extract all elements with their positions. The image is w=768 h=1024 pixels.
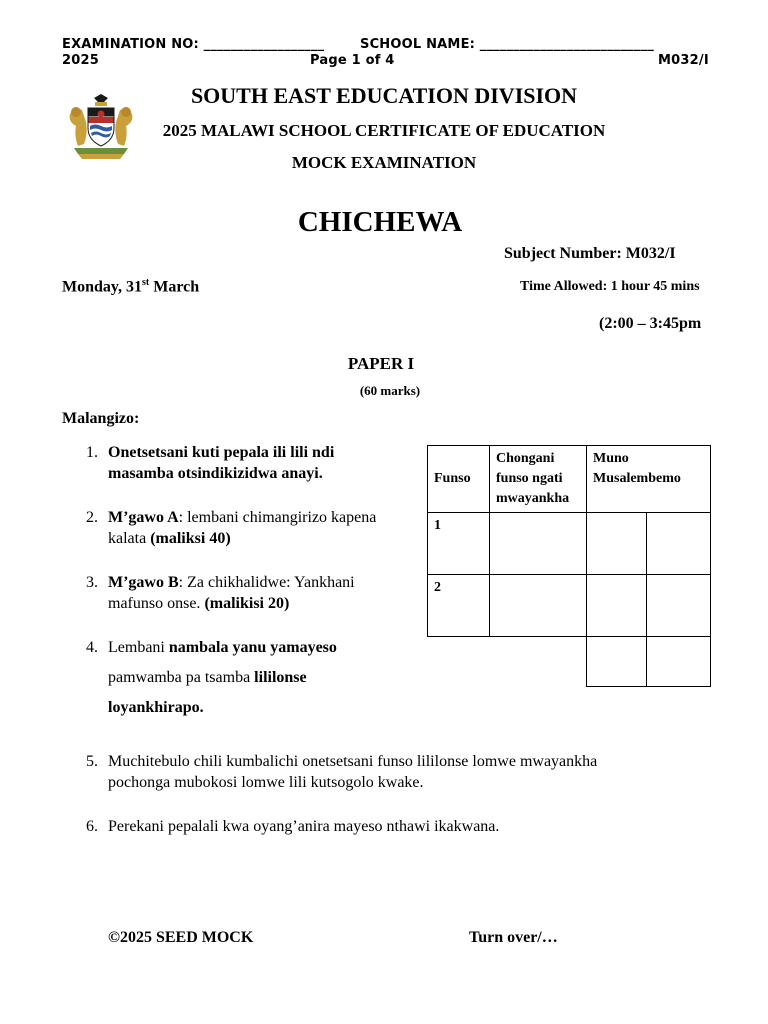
instruction-number: 5.: [86, 753, 98, 770]
copyright-footer: ©2025 SEED MOCK: [108, 929, 254, 946]
table-header-row: [428, 446, 711, 513]
instruction-item-2: M’gawo A: lembani chimangirizo kapena kalata (maliksi 40): [108, 509, 377, 547]
certificate-title: 2025 MALAWI SCHOOL CERTIFICATE OF EDUCATION: [162, 121, 606, 140]
table-header-chongani: Chongani funso ngati mwayankha: [490, 446, 587, 513]
instruction-number: 1.: [86, 444, 98, 461]
marker-cell: [587, 575, 647, 637]
instruction-item-3: M’gawo B: Za chikhalidwe: Yankhani mafunso onse. (malikisi 20): [108, 574, 355, 612]
instruction-number: 2.: [86, 509, 98, 526]
turn-over-footer: Turn over/…: [469, 929, 558, 946]
paper-code: M032/I: [658, 53, 709, 68]
subject-number: Subject Number: M032/I: [504, 245, 676, 262]
subject-title: CHICHEWA: [297, 206, 463, 238]
total-cell: [647, 637, 711, 687]
instruction-number: 3.: [86, 574, 98, 591]
check-cell[interactable]: [490, 513, 587, 575]
school-name-field: SCHOOL NAME: __________________________: [360, 37, 654, 52]
check-cell[interactable]: [490, 575, 587, 637]
division-title: SOUTH EAST EDUCATION DIVISION: [190, 83, 578, 108]
total-cell: [587, 637, 647, 687]
instruction-number: 4.: [86, 639, 98, 656]
header-year: 2025: [62, 53, 99, 68]
answer-tracking-table: [427, 445, 711, 687]
time-range: (2:00 – 3:45pm: [599, 315, 702, 332]
table-row: [428, 513, 711, 575]
question-number-cell: 1: [428, 513, 490, 575]
instruction-item-1: Onetsetsani kuti pepala ili lili ndi masamba otsindikizidwa anayi.: [108, 444, 335, 482]
time-allowed: Time Allowed: 1 hour 45 mins: [520, 279, 700, 294]
instructions-heading: Malangizo:: [62, 410, 140, 427]
marker-cell: [647, 575, 711, 637]
instruction-item-5: Muchitebulo chili kumbalichi onetsetsani funso lililonse lomwe mwayankha pochonga mubokosi lomwe lili kutsogolo kwake.: [108, 753, 598, 791]
question-number-cell: 2: [428, 575, 490, 637]
paper-marks: (60 marks): [359, 383, 421, 398]
instruction-number: 6.: [86, 818, 98, 835]
marker-cell: [587, 513, 647, 575]
exam-date: Monday, 31st March: [62, 277, 200, 296]
instruction-item-6: Perekani pepalali kwa oyang’anira mayeso nthawi ikakwana.: [108, 818, 500, 835]
marker-cell: [647, 513, 711, 575]
exam-type-title: MOCK EXAMINATION: [291, 153, 477, 172]
table-row: [428, 575, 711, 637]
table-header-muno: Muno Musalembemo: [587, 446, 711, 513]
instruction-item-4: Lembani nambala yanu yamayeso pamwamba pa tsamba lililonse loyankhirapo.: [108, 639, 337, 716]
table-total-row: [428, 637, 711, 687]
table-header-funso: Funso: [428, 446, 490, 513]
paper-title: PAPER I: [347, 354, 415, 373]
exam-number-field: EXAMINATION NO: __________________: [62, 37, 325, 52]
page-number: Page 1 of 4: [310, 53, 395, 68]
